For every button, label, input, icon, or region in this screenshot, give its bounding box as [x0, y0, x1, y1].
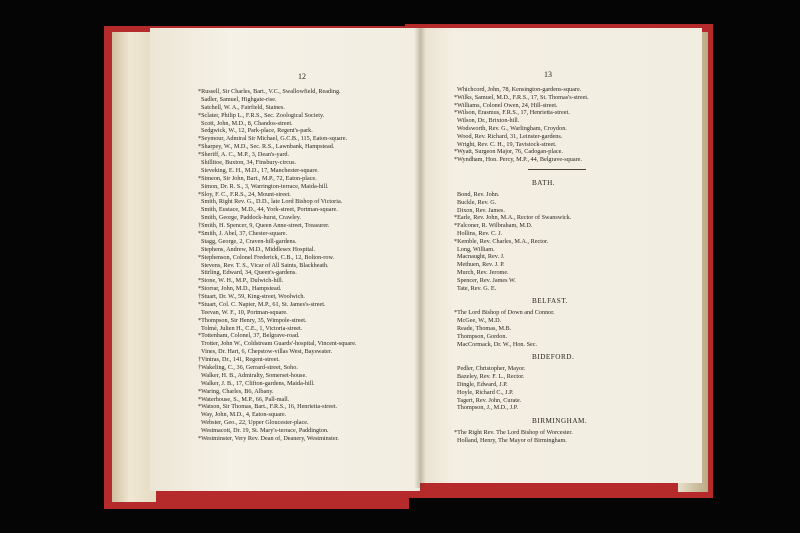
list-item: Hoyle, Richard C., J.P. [457, 388, 514, 396]
section-heading: BIDEFORD. [532, 353, 575, 362]
list-item: Dixon, Rev. James. [457, 206, 505, 214]
list-item: *Thompson, Sir Henry, 35, Wimpole-street. [198, 316, 307, 324]
list-item: Smith, George, Paddock-hurst, Crawley. [201, 214, 302, 222]
page-number: 13 [544, 70, 552, 79]
left-page [150, 28, 420, 491]
list-item: †Vintras, Dr., 141, Regent-street. [198, 356, 280, 364]
list-item: *Simeon, Sir John, Bart., M.P., 72, Eaton-place. [198, 174, 317, 182]
list-item: MacCormack, Dr. W., Hon. Sec. [457, 340, 538, 348]
list-item: Trotter, John W., Coldstream Guards'-hospital, Vincent-square. [201, 340, 357, 348]
list-item: *Kemble, Rev. Charles, M.A., Rector. [454, 237, 549, 245]
list-item: Spencer, Rev. James W. [457, 276, 516, 284]
list-item: *Waring, Charles, B6, Albany. [198, 387, 274, 395]
list-item: *Stone, W. H., M.P., Dulwich-hill. [198, 277, 284, 285]
list-item: Bazeley, Rev. F. L., Rector. [457, 373, 525, 381]
list-item: Tate, Rev. G. E. [457, 284, 497, 292]
list-item: Wilson, Dr., Brixton-hill. [457, 117, 520, 125]
list-item: Webster, Geo., 22, Upper Gloucester-place. [201, 419, 309, 427]
list-item: *Seymour, Admiral Sir Michael, G.C.B., 115, Eaton-square. [198, 135, 348, 143]
list-item: Long, William. [457, 245, 495, 253]
list-item: McGee, W., M.D. [457, 317, 502, 325]
list-item: Wood, Rev. Richard, 31, Leinster-gardens. [457, 132, 563, 140]
list-item: Reade, Thomas, M.B. [457, 325, 512, 332]
list-item: Way, John, M.D., 4, Eaton-square. [201, 411, 287, 419]
list-item: Satchell, W. A., Fairfield, Staines. [201, 103, 285, 111]
list-item: *Wilson, Erasmus, F.R.S., 17, Henrietta-street. [454, 109, 570, 117]
separator-rule [528, 169, 586, 170]
list-item: Simon, Dr. R. S., 3, Warrington-terrace, Maida-hill. [201, 182, 329, 190]
section-heading: BATH. [532, 179, 556, 187]
list-item: Murch, Rev. Jerome. [457, 269, 509, 276]
list-item: Sedgwick, W., 12, Park-place, Regent's-park. [201, 127, 313, 135]
list-item: *Russell, Sir Charles, Bart., V.C., Swallowfield, Reading. [198, 88, 341, 95]
list-item: Dingle, Edward, J.P. [457, 381, 508, 388]
list-item: Methuen, Rev. J. P. [457, 261, 505, 269]
list-item: *The Lord Bishop of Down and Connor. [454, 309, 555, 317]
list-item: Hollins, Rev. C. J. [457, 230, 503, 237]
page-number: 12 [298, 72, 306, 81]
list-item: Wodsworth, Rev. G., Warlingham, Croydon. [457, 125, 567, 132]
list-item: *Sloy, F. C., F.R.S., 24, Mount-street. [198, 190, 291, 198]
list-item: †Smith, H. Spencer, 9, Queen Anne-street, Treasurer. [198, 222, 330, 230]
list-item: *The Right Rev. The Lord Bishop of Worcester. [454, 429, 573, 437]
list-item: Scott, John, M.D., 8, Chandos-street. [201, 119, 293, 127]
list-item: Sadler, Samuel, Highgate-rise. [201, 95, 277, 103]
list-item: Smith, Right Rev. G., D.D., late Lord Bishop of Victoria. [201, 198, 343, 206]
section-heading: BIRMINGHAM. [532, 417, 588, 426]
list-item: *Westminster, Very Rev. Dean of, Deanery, Westminster. [198, 435, 339, 442]
list-item: *Earle, Rev. John, M.A., Rector of Swanswick. [454, 214, 572, 222]
list-item: Stirling, Edward, 34, Queen's-gardens. [201, 269, 297, 277]
list-item: Pedler, Christopher, Mayor. [457, 365, 526, 373]
list-item: *Stuart, Col. C. Napier, M.P., 61, St. James's-street. [198, 300, 326, 308]
list-item: Smith, Eustace, M.D., 44, York-street, Portman-square. [201, 206, 338, 214]
list-item: *Wilks, Samuel, M.D., F.R.S., 17, St. Thomas's-street. [454, 93, 589, 101]
list-item: *Wyndham, Hon. Percy, M.P., 44, Belgrave-square. [454, 156, 582, 164]
book-gutter [414, 28, 426, 488]
list-item: Walker, J. B., 17, Clifton-gardens, Maida-hill. [201, 379, 315, 387]
list-item: Wright, Rev. C. H., 19, Tavistock-street. [457, 140, 557, 148]
list-item: *Sheriff, A. C., M.P., 3, Dean's-yard. [198, 151, 290, 159]
list-item: Stevens, Rev. T. S., Vicar of All Saints, Blackheath. [201, 261, 329, 269]
list-item: Shillitoe, Buxton, 34, Finsbury-circus. [201, 158, 297, 166]
section-heading: BELFAST. [532, 297, 568, 306]
list-item: Stephens, Andrew, M.D., Middlesex Hospital. [201, 245, 316, 253]
list-item: Walker, H. B., Admiralty, Somerset-house. [201, 371, 307, 379]
list-item: *Smith, J. Abel, 37, Chester-square. [198, 229, 288, 237]
list-item: *Storrar, John, M.D., Hampstead. [198, 285, 282, 293]
list-item: Whichcord, John, 78, Kensington-gardens-square. [457, 86, 582, 93]
list-item: Thompson, Gordon. [457, 332, 508, 340]
list-item: *Sclater, Philip L., F.R.S., Sec. Zoological Society. [198, 111, 325, 119]
list-item: *Falconer, R. Wilbraham, M.D. [454, 222, 533, 230]
list-item: Holland, Henry, The Mayor of Birmingham. [457, 437, 567, 444]
list-item: Sieveking, E. H., M.D., 17, Manchester-square. [201, 166, 319, 174]
list-item: Macnaught, Rev. J. [457, 253, 505, 261]
list-item: Bond, Rev. John. [457, 191, 500, 198]
right-page [420, 28, 702, 483]
list-item: †Stuart, Dr. W., 59, King-street, Woolwich. [198, 293, 305, 301]
list-item: *Stephenson, Colonel Frederick, C.B., 12, Bolton-row. [198, 253, 335, 261]
list-item: *Watson, Sir Thomas, Bart., F.R.S., 16, Henrietta-street. [198, 403, 338, 411]
list-item: †Wakeling, C., 36, Gerrard-street, Soho. [198, 364, 298, 372]
list-item: Vines, Dr. Hart, 6, Chepstow-villas West, Bayswater. [201, 348, 332, 356]
list-item: Buckle, Rev. G. [457, 198, 497, 206]
list-item: *Waterhouse, S., M.P., 66, Pall-mall. [198, 395, 290, 403]
list-item: Tagert, Rev. John, Curate. [457, 396, 522, 404]
list-item: Thompson, J., M.D., J.P. [457, 404, 519, 412]
list-item: *Wyatt, Surgeon Major, 76, Cadogan-place. [454, 148, 563, 156]
list-item: Westmacott, Dr. 19, St. Mary's-terrace, Paddington. [201, 427, 329, 435]
list-item: *Williams, Colonel Owen, 24, Hill-street. [454, 101, 558, 109]
list-item: *Sharpey, W., M.D., Sec. R.S., Lawnbank, Hampstead. [198, 143, 335, 151]
list-item: Teevan, W. F., 10, Portman-square. [201, 308, 288, 316]
list-item: Tolmé, Julien H., C.E., 1, Victoria-street. [201, 324, 303, 332]
list-item: *Tottenham, Colonel, 37, Belgrave-road. [198, 332, 300, 340]
list-item: Stagg, George, 2, Craven-hill-gardens. [201, 237, 297, 245]
